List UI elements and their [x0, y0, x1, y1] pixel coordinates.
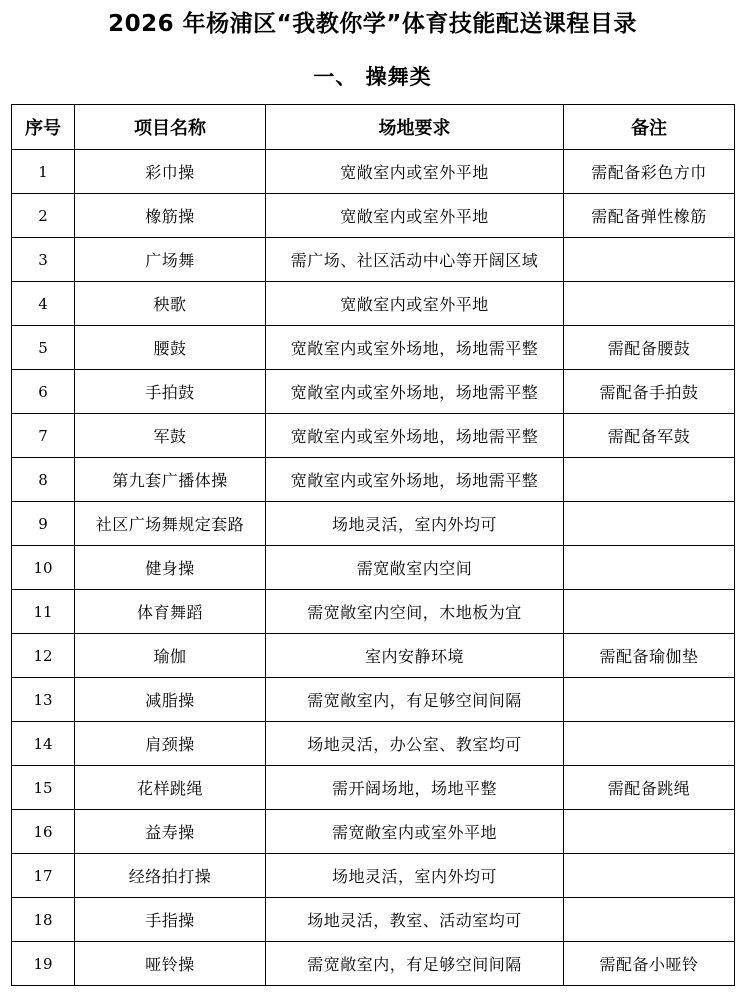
- cell-item-name: 秧歌: [75, 282, 266, 326]
- cell-item-name: 健身操: [75, 546, 266, 590]
- cell-item-name: 哑铃操: [75, 942, 266, 986]
- cell-remarks: [564, 282, 735, 326]
- cell-remarks: [564, 458, 735, 502]
- cell-item-name: 减脂操: [75, 678, 266, 722]
- cell-venue-requirement: 宽敞室内或室外平地: [266, 150, 564, 194]
- table-row: [12, 590, 735, 634]
- table-row: [12, 502, 735, 546]
- cell-venue-requirement: 宽敞室内或室外场地，场地需平整: [266, 370, 564, 414]
- document-title: 2026 年杨浦区“我教你学”体育技能配送课程目录: [108, 11, 637, 37]
- cell-serial-number: 4: [12, 282, 75, 326]
- cell-serial-number: 16: [12, 810, 75, 854]
- course-catalog-table: [11, 104, 735, 986]
- cell-venue-requirement: 需广场、社区活动中心等开阔区域: [266, 238, 564, 282]
- cell-serial-number: 15: [12, 766, 75, 810]
- cell-serial-number: 18: [12, 898, 75, 942]
- cell-remarks: [564, 678, 735, 722]
- table-row: [12, 282, 735, 326]
- cell-venue-requirement: 需开阔场地，场地平整: [266, 766, 564, 810]
- cell-item-name: 肩颈操: [75, 722, 266, 766]
- cell-serial-number: 1: [12, 150, 75, 194]
- table-row: [12, 238, 735, 282]
- cell-venue-requirement: 宽敞室内或室外平地: [266, 282, 564, 326]
- cell-item-name: 花样跳绳: [75, 766, 266, 810]
- cell-item-name: 体育舞蹈: [75, 590, 266, 634]
- cell-venue-requirement: 需宽敞室内或室外平地: [266, 810, 564, 854]
- cell-remarks: [564, 502, 735, 546]
- cell-venue-requirement: 宽敞室内或室外场地，场地需平整: [266, 414, 564, 458]
- cell-item-name: 腰鼓: [75, 326, 266, 370]
- cell-remarks: [564, 546, 735, 590]
- cell-serial-number: 2: [12, 194, 75, 238]
- cell-serial-number: 7: [12, 414, 75, 458]
- cell-item-name: 经络拍打操: [75, 854, 266, 898]
- table-row: [12, 942, 735, 986]
- cell-venue-requirement: 场地灵活，室内外均可: [266, 854, 564, 898]
- cell-remarks: [564, 854, 735, 898]
- cell-venue-requirement: 室内安静环境: [266, 634, 564, 678]
- cell-item-name: 社区广场舞规定套路: [75, 502, 266, 546]
- cell-item-name: 手拍鼓: [75, 370, 266, 414]
- table-body: [12, 150, 735, 986]
- cell-serial-number: 3: [12, 238, 75, 282]
- cell-venue-requirement: 宽敞室内或室外场地，场地需平整: [266, 458, 564, 502]
- cell-venue-requirement: 场地灵活，室内外均可: [266, 502, 564, 546]
- cell-item-name: 手指操: [75, 898, 266, 942]
- cell-item-name: 军鼓: [75, 414, 266, 458]
- table-row: [12, 898, 735, 942]
- cell-remarks: [564, 238, 735, 282]
- cell-venue-requirement: 需宽敞室内，有足够空间间隔: [266, 678, 564, 722]
- cell-item-name: 第九套广播体操: [75, 458, 266, 502]
- cell-item-name: 橡筋操: [75, 194, 266, 238]
- header-venue-requirement: 场地要求: [266, 105, 564, 150]
- cell-item-name: 广场舞: [75, 238, 266, 282]
- table-row: [12, 766, 735, 810]
- cell-serial-number: 5: [12, 326, 75, 370]
- table-row: [12, 458, 735, 502]
- cell-venue-requirement: 宽敞室内或室外平地: [266, 194, 564, 238]
- table-row: [12, 150, 735, 194]
- table-header-row: [12, 105, 735, 150]
- cell-venue-requirement: 场地灵活，办公室、教室均可: [266, 722, 564, 766]
- table-row: [12, 370, 735, 414]
- cell-remarks: 需配备彩色方巾: [564, 150, 735, 194]
- cell-serial-number: 8: [12, 458, 75, 502]
- cell-serial-number: 17: [12, 854, 75, 898]
- header-item-name: 项目名称: [75, 105, 266, 150]
- cell-venue-requirement: 场地灵活，教室、活动室均可: [266, 898, 564, 942]
- table-row: [12, 194, 735, 238]
- cell-serial-number: 19: [12, 942, 75, 986]
- cell-remarks: 需配备瑜伽垫: [564, 634, 735, 678]
- cell-venue-requirement: 需宽敞室内空间: [266, 546, 564, 590]
- header-remarks: 备注: [564, 105, 735, 150]
- section-title: 一、 操舞类: [313, 65, 432, 89]
- cell-serial-number: 6: [12, 370, 75, 414]
- cell-remarks: 需配备弹性橡筋: [564, 194, 735, 238]
- cell-item-name: 彩巾操: [75, 150, 266, 194]
- cell-serial-number: 11: [12, 590, 75, 634]
- cell-serial-number: 9: [12, 502, 75, 546]
- cell-remarks: [564, 722, 735, 766]
- cell-serial-number: 13: [12, 678, 75, 722]
- cell-remarks: [564, 590, 735, 634]
- cell-venue-requirement: 需宽敞室内空间，木地板为宜: [266, 590, 564, 634]
- cell-serial-number: 12: [12, 634, 75, 678]
- table-row: [12, 414, 735, 458]
- cell-remarks: 需配备跳绳: [564, 766, 735, 810]
- table-row: [12, 326, 735, 370]
- table-row: [12, 722, 735, 766]
- cell-serial-number: 14: [12, 722, 75, 766]
- cell-venue-requirement: 需宽敞室内，有足够空间间隔: [266, 942, 564, 986]
- table-row: [12, 678, 735, 722]
- cell-remarks: [564, 810, 735, 854]
- table-row: [12, 810, 735, 854]
- cell-remarks: 需配备小哑铃: [564, 942, 735, 986]
- cell-serial-number: 10: [12, 546, 75, 590]
- cell-remarks: [564, 898, 735, 942]
- cell-remarks: 需配备军鼓: [564, 414, 735, 458]
- table-row: [12, 854, 735, 898]
- cell-remarks: 需配备手拍鼓: [564, 370, 735, 414]
- cell-item-name: 瑜伽: [75, 634, 266, 678]
- cell-venue-requirement: 宽敞室内或室外场地，场地需平整: [266, 326, 564, 370]
- table-row: [12, 546, 735, 590]
- table-row: [12, 634, 735, 678]
- header-serial-number: 序号: [12, 105, 75, 150]
- cell-item-name: 益寿操: [75, 810, 266, 854]
- cell-remarks: 需配备腰鼓: [564, 326, 735, 370]
